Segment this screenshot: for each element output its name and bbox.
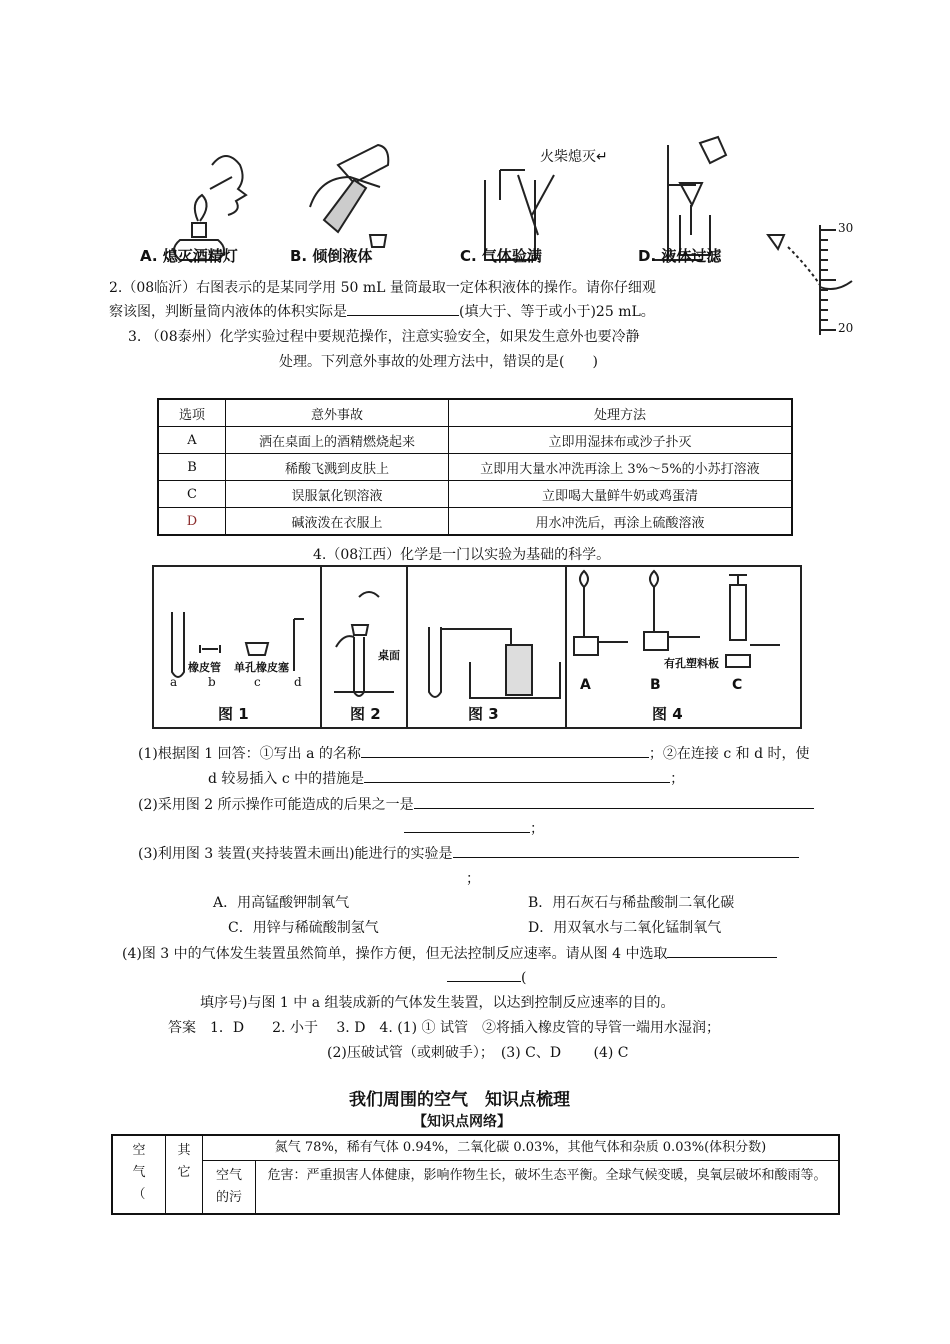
q4-part4-line1 <box>122 943 777 963</box>
other-label-cell <box>166 1135 203 1214</box>
header-option: 选项 <box>158 399 226 427</box>
q4-blank-experiment[interactable] <box>453 843 799 858</box>
q4-option-a: A．用高锰酸钾制氧气 <box>213 895 350 911</box>
q4-blank-device-cont[interactable] <box>447 967 521 982</box>
q4-option-b: B．用石灰石与稀盐酸制二氧化碳 <box>528 895 735 911</box>
accident-table <box>157 398 793 536</box>
caption-fig3: 图 3 <box>468 705 499 723</box>
q4-part2-line1 <box>138 794 814 814</box>
table-row <box>158 508 792 536</box>
q4-p1a: (1)根据图 1 回答：①写出 a 的名称 <box>138 746 361 762</box>
table-row <box>158 427 792 454</box>
row-method: 用水冲洗后，再涂上硫酸溶液 <box>449 508 793 536</box>
hazard-cell: 危害：严重损害人体健康，影响作物生长，破坏生态平衡。全球气候变暖，臭氧层破坏和酸雨等。 <box>256 1161 840 1215</box>
row-accident: 稀酸飞溅到皮肤上 <box>226 454 449 481</box>
q4-p1c: d 较易插入 c 中的措施是 <box>208 771 365 787</box>
q3-line2: 处理。下列意外事故的处理方法中，错误的是( ) <box>279 354 598 370</box>
q4-blank-consequence-cont[interactable] <box>404 818 530 833</box>
row-accident: 误服氯化钡溶液 <box>226 481 449 508</box>
q4-blank-device[interactable] <box>667 943 777 958</box>
fig4-letter-a: A <box>580 677 591 693</box>
other-char-2: 它 <box>177 1165 191 1180</box>
caption-fig4: 图 4 <box>652 705 683 723</box>
experiment-figure-panel <box>152 565 802 729</box>
row-method: 立即用大量水冲洗再涂上 3%～5%的小苏打溶液 <box>449 454 793 481</box>
header-accident: 意外事故 <box>226 399 449 427</box>
q4-p1b: ；②在连接 c 和 d 时，使 <box>648 746 810 762</box>
section-subtitle: 【知识点网络】 <box>413 1114 511 1130</box>
q4-blank-consequence[interactable] <box>414 794 814 809</box>
q4-blank-measure[interactable] <box>364 768 670 783</box>
q4-p4: (4)图 3 中的气体发生装置虽然简单，操作方便，但无法控制反应速率。请从图 4 中选取 <box>122 946 668 962</box>
fig1-letter-b: b <box>208 675 216 689</box>
row-accident: 洒在桌面上的酒精燃烧起来 <box>226 427 449 454</box>
table-row <box>158 481 792 508</box>
pollution-label-cell <box>203 1161 256 1215</box>
cylinder-tick-20: 20 <box>838 321 854 335</box>
q2-line1: 2.（08临沂）右图表示的是某同学用 50 mL 量筒最取一定体积液体的操作。请你仔细观 <box>109 280 656 296</box>
air-char-2: 气 <box>132 1165 146 1180</box>
answer-line1: 答案 1．D 2. 小于 3. D 4. (1) ① 试管 ②将插入橡皮管的导管一端用水湿润； <box>168 1020 720 1036</box>
q4-p3: (3)利用图 3 装置(夹持装置未画出)能进行的实验是 <box>138 846 453 862</box>
fig-label-d: D. 液体过滤 <box>638 247 722 265</box>
q4-part4-line2 <box>447 967 526 986</box>
fig1-label-tube: 橡皮管 <box>188 661 221 674</box>
fig1-letter-c: c <box>254 675 261 689</box>
q4-blank-a-name[interactable] <box>361 743 649 758</box>
table-row <box>158 454 792 481</box>
composition-cell: 氮气 78%，稀有气体 0.94%，二氧化碳 0.03%，其他气体和杂质 0.03%(体积分数) <box>203 1135 840 1161</box>
top-figure-strip <box>140 125 760 273</box>
q4-p1d: ； <box>670 771 685 787</box>
row-option: C <box>158 481 226 508</box>
air-label-cell <box>112 1135 166 1214</box>
q4-option-c: C．用锌与稀硫酸制氢气 <box>228 920 379 936</box>
row-accident: 碱液泼在衣服上 <box>226 508 449 536</box>
pollution-char-2: 的污 <box>215 1190 242 1205</box>
header-method: 处理方法 <box>449 399 793 427</box>
q4-part2-line2 <box>404 818 544 838</box>
caption-fig1: 图 1 <box>218 705 249 723</box>
fig4-label-plate: 有孔塑料板 <box>664 657 719 670</box>
q4-part3 <box>138 843 799 863</box>
q4-part1-line2 <box>208 768 684 788</box>
row-method: 立即喝大量鲜牛奶或鸡蛋清 <box>449 481 793 508</box>
q3-line1: 3. （08泰州）化学实验过程中要规范操作，注意实验安全，如果发生意外也要冷静 <box>128 329 640 345</box>
fig-label-b: B. 倾倒液体 <box>290 247 373 265</box>
q4-part4-line3: 填序号)与图 1 中 a 组装成新的气体发生装置，以达到控制反应速率的目的。 <box>200 995 675 1011</box>
q4-p4b: ( <box>521 970 527 986</box>
other-char-1: 其 <box>177 1143 191 1158</box>
fig4-letter-b: B <box>650 677 661 693</box>
q2-text-a: 察该图，判断量筒内液体的体积实际是 <box>109 304 347 320</box>
cylinder-tick-30: 30 <box>838 221 854 235</box>
air-char-3: （ <box>132 1187 146 1202</box>
q2-line2 <box>109 301 655 321</box>
fig-label-c: C. 气体验满 <box>460 247 542 265</box>
q4-option-d: D．用双氧水与二氧化锰制氧气 <box>528 920 722 936</box>
caption-fig2: 图 2 <box>350 705 381 723</box>
q4-p3b: ； <box>466 871 480 887</box>
section-title: 我们周围的空气 知识点梳理 <box>349 1090 570 1110</box>
fig2-label-desk: 桌面 <box>378 649 400 662</box>
q4-part1-line1 <box>138 743 810 763</box>
fig1-letter-d: d <box>294 675 302 689</box>
pollution-char-1: 空气 <box>215 1168 242 1183</box>
table-header-row <box>158 399 792 427</box>
q4-p2: (2)采用图 2 所示操作可能造成的后果之一是 <box>138 797 414 813</box>
knowledge-network-table <box>111 1134 840 1215</box>
q2-answer-blank[interactable] <box>347 301 459 316</box>
match-annotation: 火柴熄灭↵ <box>540 149 608 165</box>
row-method: 立即用湿抹布或沙子扑灭 <box>449 427 793 454</box>
row-option: A <box>158 427 226 454</box>
q4-p2b: ； <box>530 821 544 837</box>
answer-line2: (2)压破试管（或刺破手）； (3) C、D (4) C <box>327 1045 629 1061</box>
fig-label-a: A. 熄灭酒精灯 <box>140 247 238 265</box>
q2-text-b: (填大于、等于或小于)25 mL。 <box>459 304 655 320</box>
q4-title: 4.（08江西）化学是一门以实验为基础的科学。 <box>313 547 611 563</box>
fig4-letter-c: C <box>732 677 743 693</box>
measuring-cylinder-figure <box>760 215 860 340</box>
row-option: B <box>158 454 226 481</box>
table-row <box>112 1135 839 1161</box>
table-row <box>112 1161 839 1215</box>
air-char-1: 空 <box>132 1143 146 1158</box>
fig1-label-stopper: 单孔橡皮塞 <box>234 661 289 674</box>
row-option: D <box>158 508 226 536</box>
fig1-letter-a: a <box>170 675 178 689</box>
